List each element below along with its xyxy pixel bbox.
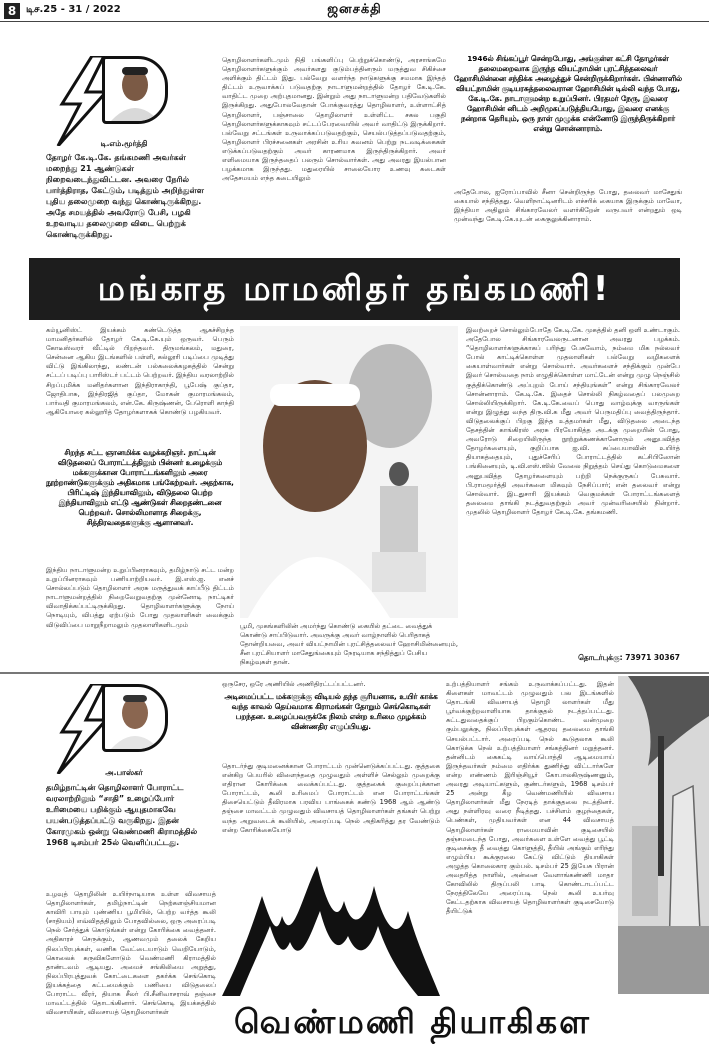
issue-date: டிச.25 - 31 / 2022: [26, 4, 121, 15]
article2-intro: தமிழ்நாட்டின் தொழிலாளர் போராட்ட வரலாற்றிலும் “சாதி” உழைப்போர் உரிமையை பறிக்கும் ஆயுதமாகவே பயன்படுத்தப்பட்டு வருகிறது. இதன் கோரமுகம் ஒன்று வெண்மணி கிராமத்தில் 1968 டிசம்பர் 25ல் வெளிப்பட்டது.: [46, 783, 198, 847]
page-number: 8: [4, 3, 20, 19]
columnist-logo: [50, 56, 178, 136]
flame-icon: [222, 856, 440, 996]
article2-column-right: உற்பத்தியாளர் சங்கம் உருவாக்கப்பட்டது. இதன் கிளைகள் மாவட்டம் முழுவதும் பல இடங்களில் தொடங்கி விவசாயத் தொழி லாளர்கள் மீது பூர்வக்குற்றவாளியாக தாக்குதல் நடத்தப்பட்டது. சுட்டதுவதைக்குப் பிறகும்கொண்ட வன்முறை கும்பலுக்கு, நிலப்பிரபுக்கள் ஆதரவு தலைமை தாங்கி செயல்பட்டார். அரைப்படி நெல் கூடுதலாக கூலி கொடுக்க நெல் உற்பத்தியாளர் சங்கத்தினர் மறுத்தனர். தன்னிடம் கைகட்டி வாய்பொத்தி ஆடிமையாய் இருந்தவர்கள் நம்மை எதிர்க்க துணிந்து விட்டார்களே என்ற எண்ணம் இரிஞ்சியூர் கோபாலகிருஷ்ணனும், அவரது அடியாட்களும், குண்டர்களும், 1968 டிசம்பர் 25 அன்று கீழ வெண்மணியில் விவசாய தொழிலாளர்கள் மீது நேரடித் தாக்குதலை நடத்தினர். அது நள்ளிரவு வரை நீடித்தது. பச்சிளம் குழந்தைகள், பெண்கள், முதியவர்கள் என 44 விவசாயத் தொழிலாளர்கள் ராமையாவின் குடிசையில் தஞ்சமடைந்த போது, அவர்களை உள்ளே வைத்து பூட்டி குடிசைக்கு தீ வைத்து கொளுத்தி, தீயில் அங்கும் எரிந்து எழும்பிய கூக்குரலை கேட்டு விட்டும் தியாகிகள் அழுத்த கொலைகார கும்பல். டிசம்பர் 25 இயேசு பிரான் அவதரித்த நாளில், அன்னை வேளாங்கண்ணி மாதா கோவிலில் திருப்பலி பாடி கொண்டாடப்பட்ட நேரத்திலேயே அரைப்படி நெல் கூலி உயர்வு கேட்டதற்காக விவசாயத் தொழிலாளர்கள் குடிசையோடு தீயிட்டுக்: [446, 680, 614, 916]
photo-caption-text: பூமி, முகங்களிலின் அமர்ந்து கொண்டு கையில் தட்டை வைத்துக் கொண்டு சாப்பிடுவார். அவருக்கு அவர் வாழ்நாளில் பெரிதாகத் தோன்றியவை, அவர் வியட்நாமின் புரட்சித்தலைவர் ஹோசிமின்னையும், சீன புரட்சியாளர் மாசேதுங்கையும் நேரடியாக சந்தித்துப் பேசிய நிகழ்வுகள் தான்.: [240, 622, 458, 667]
article2-highlight: அடிமைப்பட்ட மக்களுக்கு விடியல் தந்த சூரியனாக, உயிர் காக்க வந்த காவல் தெய்வமாக கிராமங்கள் தோறும் செங்கொடிகள் பறந்தன. உழைப்பவருக்கே நிலம் என்ற உரிமை முழக்கம் விண்ணதிர எழுப்பியது.: [224, 692, 438, 731]
columnist-logo-2: [50, 684, 178, 764]
memorial-photo: [618, 676, 709, 994]
author-photo-frame: [102, 56, 168, 124]
article-column-top-middle: தொழிலாளர்களிடமும் நிதி பங்களிப்பு பெற்றுக்கொண்டு, அரசாங்கமே தொழிலாளர்களுக்கும் அவர்களது குடும்பத்தினரும் மருத்துவ சிகிச்சை அளிக்கும் திட்டம் இது. பல்வேறு வளர்ந்த நாடுகளுக்கு சமமாக இந்தத் திட்டம் உருவாக்கப் படுவதற்கு நாடாளுமன்றத்தில் தோழர் கே.டி.கே. வாதிட்ட முறை அற்புதமானது. இன்றும் அது நாடாளுமன்ற பதிவேடுகளில் இருக்கிறது. அதுபோலவேதான் போக்குவரத்து தொழிலாளர், உள்ளாட்சித் தொழிலாளர், பஞ்சாலை தொழிலாளர் உள்ளிட்ட சகல பகுதி தொழிலாளர்களுக்காகவும் சட்டப்பேரவையில் அவர் வாதிட்டு இருக்கிறார். பல்வேறு சட்டங்கள் உருவாக்கப்படுவதற்கும், செயல்படுத்தப்படுவதற்கும், தொழிலாளர் பிரச்சனைகள் அரசின் உரிய கவனம் பெற்று நடவடிக்கைகள் எடுக்கப்படுவதற்கும் அவர் காரணமாக இருந்திருக்கிறார். அவர் எளிமையாக இருந்ததைப் பலரும் சொல்வார்கள். அது அவரது இயல்பான பழக்கமாக இருந்தது. மதுரையில் சாலையோர உணவு கடைகள் அதேசமயம் எந்த கடையிலும்: [222, 56, 446, 183]
article2-column-left: உழவுத் தொழிலின் உயிர்நாடியாக உள்ள விவசாயத் தொழிலாளர்கள், தமிழ்நாட்டின் நெற்களஞ்சியமான காவிரி பாயும் புண்ணிய பூமியில், பெற்ற வர்த்த கூலி (சாதியம்) எவ்விதத்திலும் போதவில்லை, ஒரு அரைப்படி நெல் சேர்த்துக் கொடுங்கள் என்று கோரிக்கை வைத்தனர். அதிகாரச் செருக்கும், ஆணவமும் தலைக் கேறிய நிலப்பிரபுக்கள், வணிக வேட்டையாடும் வெறியோடும், கொலைக் கருவிகளோடும் வெண்மணி கிராமத்தில் தாண்டவம் ஆடியது. அமைச் சங்கிலியை அறுத்து, நிலப்பிரபுத்துவக் கோட்டைகளை தகர்க்க செங்கொடி இயக்கத்தை கட்டமைக்கும் பணியை விடுதலைப் போராட்ட வீரர், தியாக சீலர் பி.சீனிவாசராவ் தஞ்சை மாவட்டத்தில் தொடங்கினார். செங்கொடி இயக்கத்தில் விவசாயிகள், விவசாயத் தொழிலாளர்கள்: [46, 890, 216, 1017]
headline-banner: மங்காத மாமனிதர் தங்கமணி!: [29, 258, 680, 320]
article2-column-middle-top: ஒருசேர, ஒரே அணியில் அணிதிரட்டப்பட்டனர்.: [222, 680, 366, 688]
venmani-memorial-image: [618, 676, 709, 994]
author-portrait-image-2: [105, 687, 165, 749]
section-divider: [0, 672, 709, 674]
venmani-banner: வெண்மணி தியாகிகள: [234, 1002, 591, 1041]
article-highlight-top-right: 1946ல் சிங்கப்பூர் சென்றபோது, அங்குள்ள கட்சி தோழர்கள் தலைமறைவாக இருந்த வியட்நாமின் புரட்சித்தலைவர் ஹோசிமின்னை சந்திக்க அழைத்துச் சென்றிருக்கிறார்கள். பின்னாளில் வியட்நாமின் குடியரசுத்தலைவரான ஹோசிமின் டில்லி வந்த போது, கே.டி.கே. நாடாளுமன்ற உறுப்பினர். பிரதமர் நேரு, இவரை ஹோசிமின் னிடம் அறிமுகப்படுத்தியபோது, இவரை எனக்கு நன்றாக தெரியும், ஒரு நாள் முழுக்க என்னோடு இருந்திருக்கிறார் என்று சொன்னாராம்.: [454, 54, 682, 133]
contact-number: தொடர்புக்கு: 73971 30367: [578, 653, 680, 662]
article-column-top-right: அதேபோல, ஐரோப்பாவில் சீனா சென்றிருந்த போது, தலைவர் மாசேதுங் கையால் சந்தித்தது. வெளிநாட்டினரிடம் எச்சரிக் கையாக இருக்கும் மாவோ, இந்தியா அதிலும் சிங்காரவேலர் வளர்கிறேன் வருபவர் என்றதும் ஒடி முன்வந்து கே.டி.கே.யுடன் கைகுலுக்கினாராம்.: [454, 188, 682, 224]
article-highlight-left: சிறந்த சட்ட ஞானமிக்க வழக்கறிஞர். நாட்டின் விடுதலைப் போராட்டத்திலும் பின்னர் உழைக்கும் மக்களுக்கான போராட்டங்களிலும் அரை நூற்றாண்டுகளுக்கும் அதிகமாக பங்கேற்றவர். அதற்காக, பிரிட்டிஷ் இந்தியாவிலும், விடுதலை பெற்ற இந்தியாவிலும் எட்டு ஆண்டுகள் சிறைதண்டனை பெற்றவர். சொல்லிமாளாத சிறைக்கு, சித்திரவதைகளுக்கு ஆளானவர்.: [46, 448, 234, 527]
author-photo-frame-2: [102, 684, 168, 752]
author-portrait-image: [105, 59, 165, 121]
thangamani-photo-image: [240, 326, 458, 618]
feature-photo: [240, 326, 458, 618]
article2-column-middle: தொடர்ந்து குடிமனைக்கான போராட்டம் முன்னெடுக்கப்பட்டது. குத்தகை என்கிற பெயரில் விளைந்ததை முழுவதும் அள்ளிச் செல்லும் முறைக்கு எதிரான கோரிக்கை வைக்கப்பட்டது. குத்தகைக் குறைப்புக்கான போராட்டம், கூலி உரிமைப் போராட்டம் என போராட்டங்கள் திசையெட்டும் தீவிரமாக பரவிய பாங்கைக் கண்டு 1968 ஆம் ஆண்டு தஞ்சை மாவட்டம் முழுவதும் விவசாயத் தொழிலாளர்கள் தங்கள் பெற்று வந்த அறுவடைக் கூலியில், அரைப்படி நெல் அதிகரித்து தர வேண்டும் என்ற கோரிக்கையோடு: [222, 762, 440, 834]
fire-illustration: [222, 856, 440, 996]
author-byline-2: அ.பாஸ்கர்: [105, 768, 143, 777]
masthead: ஜனசக்தி: [327, 2, 382, 17]
article-body-left-end: இந்திய நாடாளுமன்ற உறுப்பினராகவும், தமிழ்நாடு சட்ட மன்ற உறுப்பினராகவும் பணியாற்றியவர். இ.எஸ்.ஐ. எனச் சொல்லப்படும் தொழிலாளர் அரசு மருத்துவக் காப்பீடு திட்டம் நாடாளுமன்றத்தில் நிறைவேறுவதற்கு முன்னோடி நாட்டிகர் விவாதிக்கப்பட்டிருக்கிறது. தொழிலாளர்களுக்கு நோய் நொடியும், விபத்து ஏற்படும் போது முதலாளிகள் வைக்கும் விடுவிப்பை மாறுநீறாமலும் முதலாளிகளிடமும்: [46, 566, 234, 629]
article-intro: தோழர் கே.டி.கே. தங்கமணி அவர்கள் மறைந்து 21 ஆண்டுகள் நிறைவடைந்துவிட்டன. அவரை நேரில் பார்த்திராத, கேட்டும், படித்தும் அறிந்துள்ள புதிய தலைமுறை வந்து கொண்டிருக்கிறது. அதே சமயத்தில் அவரோடு பேசி, பழகி உறவாடிய தலைமுறை விடை பெற்றுக் கொண்டிருக்கிறது.: [46, 153, 204, 239]
article-body-left: கம்யூனிஸ்ட் இயக்கம் கண்டெடுத்த ஆகச்சிறந்த மாமனிதர்களில் தோழர் கே.டி.கே.யும் ஒருவர். பெரும் கோடீஸ்வரர் வீட்டில் பிறந்தவர். திருமங்கலம், மதுரை, சென்னை ஆகிய இடங்களில் பள்ளி, கல்லூரி படிப்பை முடித்து விட்டு இங்கிலாந்து, லண்டன் பல்கலைக்கழகத்தில் சென்று சட்டப் படிப்பு பாரிஸ்டர் பட்டம் பெற்றவர். இந்திய வரலாற்றில் சிறப்புமிக்க மனிதர்களான இந்திராகாந்தி, பூபேஷ் குப்தா, ஜோதிபாசு, இந்திரஜித் குப்தா, மோகன் குமாரமங்கலம், பார்வதி குமாரமங்கலம், என்.கே. கிருஷ்ணன், பேரொளி காந்தி ஆகியோரை கல்லூரித் தோழர்களாகக் கொண்டு பழகியவர்.: [46, 326, 234, 416]
author-byline: டி.எம்.மூர்த்தி: [100, 139, 148, 148]
article-body-right: இவற்றைச் சொல்லும்போதே கே.டி.கே. முகத்தில் தனி ஒளி உண்டாகும். அதேபோல சிங்காரவேலருடனான அவரது பழக்கம். “தொழிலாளர்களுக்காகப் பரிந்து பேசுவோம், நம்மை மிக நல்லவர் போல் காட்டிக்கொள்ள முதலாளிகள் பல்வேறு வழிகளைக் கையாள்வார்கள் என்று சொல்வார். அவர்களைச் சந்திக்கும் முன்பே இவர் சொல்வதை நாம் எழுதிக்கொள்ள மாட்டேன் என்று முழு நெஞ்சில் குத்திக்கொண்டு அப்புறம் போய் சந்தியுங்கள்” என்று சிங்காரவேலர் சொன்னாராம். கே.டி.கே. இதைச் சொல்லி நிகழ்வதைப் பலமுறை சொல்லியிருக்கிறார். கே.டி.கே.வைப் பொது வாழ்வுக்கு வாருங்கள் என்று இழுத்து வந்த திரு.வி.க மீது அவர் பெருமதிப்பு வைத்திருந்தார். விடுதலைக்குப் பிறகு இந்த உத்தமர்கள் மீது, விடுதலை அடைந்த தேசத்தின் காங்கிரஸ் அரசு பிரயோகித்த அடக்கு முறையின் போது, அவரோடு சிறையிலிருந்த நூற்றுக்கணக்கானோரும் அனுபவித்த தோழர்களையும், குறிப்பாக ஐ.வி. சுப்பையாவின் உயிர்த் தியாகத்தையும், புதுச்சேரிப் போராட்டத்தில் கட்சிபிஸோன் பங்கினையும், டி.வி.எஸ்.ஸில் வேலை நிறுத்தம் செய்து கொடுமைகளை அனுபவித்த தோழர்களையும் பற்றி நெக்குருகப் பேசுவார். பி.ராமமூர்த்தி அவர்களை மிகவும் நேசிப்பார்; என் தலைவர் என்று சொல்வார். இடதுசாரி இயக்கம் வெகுமக்கள் போராட்டங்களைத் தலைமை தாங்கி நடத்துவதற்கும் அவர் முன்வரிசையில் நின்றார். முதலில் தொழிலாளர் தோழர் கே.டி.கே. தங்கமணி.: [466, 326, 680, 516]
